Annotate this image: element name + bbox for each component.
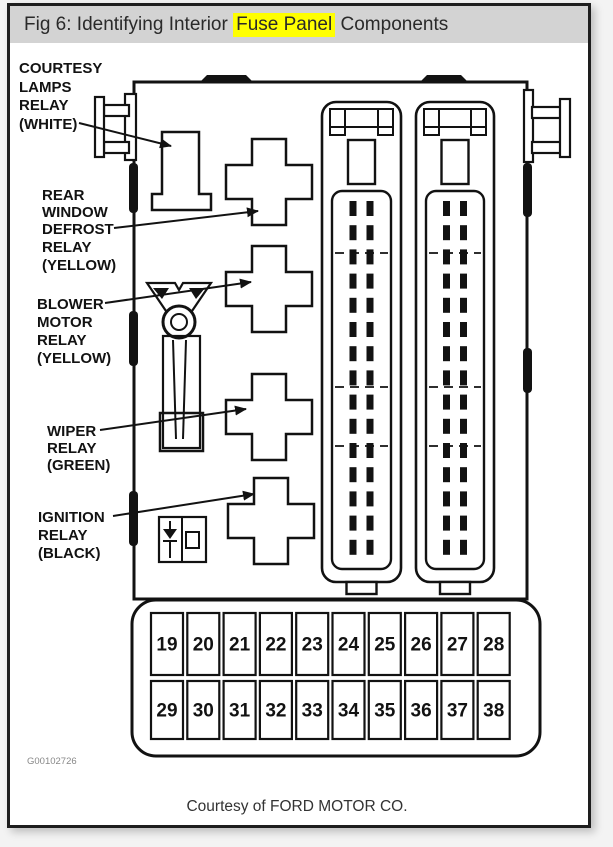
fuse-number: 23 <box>301 634 323 656</box>
connector-pin-slot <box>460 540 467 555</box>
panel-edge-bump <box>523 163 532 217</box>
connector-pin-slot <box>460 419 467 434</box>
fuse-number: 29 <box>156 700 178 722</box>
connector-pin-slot <box>443 225 450 240</box>
label-rear-window-defrost-relay <box>42 187 116 274</box>
connector-pin-slot <box>443 540 450 555</box>
connector-pin-slot <box>460 201 467 216</box>
fuse-number: 31 <box>229 700 251 722</box>
connector-pin-slot <box>367 419 374 434</box>
label-line: BLOWER <box>37 296 104 313</box>
connector-pin-slot <box>367 298 374 313</box>
connector-pin-slot <box>367 370 374 385</box>
connector-pin-slot <box>443 419 450 434</box>
label-line: MOTOR <box>37 314 93 331</box>
label-courtesy-lamps-relay <box>19 60 102 133</box>
fuse-number: 24 <box>337 634 360 656</box>
label-line: COURTESY <box>19 60 103 77</box>
credit-caption: Courtesy of FORD MOTOR CO. <box>186 798 408 815</box>
label-line: REAR <box>42 187 85 204</box>
label-line: (GREEN) <box>47 457 111 474</box>
connector-pin-slot <box>443 322 450 337</box>
panel-edge-bump <box>129 311 138 366</box>
panel-edge-bump <box>523 348 532 393</box>
label-ignition-relay <box>38 509 105 562</box>
connector-pin-slot <box>460 443 467 458</box>
connector-pin-slot <box>460 491 467 506</box>
fuse-number: 21 <box>229 634 251 656</box>
connector-pin-slot <box>443 201 450 216</box>
label-line: WIPER <box>47 423 97 440</box>
connector-pin-slot <box>350 201 357 216</box>
connector-pin-slot <box>350 274 357 289</box>
label-line: IGNITION <box>38 509 105 526</box>
fuse-number: 35 <box>374 700 396 722</box>
label-line: RELAY <box>37 332 87 349</box>
connector-pin-slot <box>443 298 450 313</box>
fuse-number: 34 <box>337 700 360 722</box>
connector-pin-slot <box>350 322 357 337</box>
connector-pin-slot <box>460 249 467 264</box>
figure-id: G00102726 <box>27 756 77 767</box>
label-line: DEFROST <box>42 221 114 238</box>
fuse-number: 37 <box>446 700 468 722</box>
connector-pin-slot <box>443 370 450 385</box>
label-line: RELAY <box>42 239 92 256</box>
panel-top-tab <box>199 75 254 83</box>
connector-pin-slot <box>460 322 467 337</box>
connector-strip <box>322 102 401 594</box>
label-line: WINDOW <box>42 204 108 221</box>
connector-pin-slot <box>350 467 357 482</box>
connector-pin-slot <box>443 491 450 506</box>
connector-pin-slot <box>367 249 374 264</box>
figure-title-highlight: Fuse Panel <box>233 13 335 37</box>
fuse-number: 22 <box>265 634 287 656</box>
fuse-number: 20 <box>192 634 214 656</box>
panel-edge-bump <box>129 491 138 546</box>
connector-pin-slot <box>443 467 450 482</box>
connector-pin-slot <box>350 370 357 385</box>
connector-pin-slot <box>460 225 467 240</box>
left-mounting-bracket <box>95 94 136 160</box>
connector-pin-slot <box>460 516 467 531</box>
connector-pin-slot <box>350 419 357 434</box>
connector-pin-slot <box>367 346 374 361</box>
connector-pin-slot <box>350 346 357 361</box>
label-blower-motor-relay <box>37 296 111 367</box>
label-line: RELAY <box>47 440 97 457</box>
fuse-number: 26 <box>410 634 432 656</box>
fuse-number: 19 <box>156 634 178 656</box>
connector-pin-slot <box>350 395 357 410</box>
connector-pin-slot <box>367 540 374 555</box>
connector-pin-slot <box>367 225 374 240</box>
fuse-number: 30 <box>192 700 214 722</box>
connector-pin-slot <box>443 443 450 458</box>
connector-pin-slot <box>367 467 374 482</box>
label-line: (YELLOW) <box>42 257 117 274</box>
connector-pin-slot <box>350 249 357 264</box>
fuse-number: 36 <box>410 700 432 722</box>
connector-pin-slot <box>350 540 357 555</box>
connector-pin-slot <box>367 201 374 216</box>
connector-pin-slot <box>367 395 374 410</box>
connector-pin-slot <box>443 274 450 289</box>
connector-pin-slot <box>350 225 357 240</box>
label-line: (YELLOW) <box>37 350 112 367</box>
connector-pin-slot <box>443 249 450 264</box>
fuse-number: 32 <box>265 700 287 722</box>
figure-title-bar <box>10 6 588 43</box>
connector-pin-slot <box>367 443 374 458</box>
connector-pin-slot <box>367 274 374 289</box>
connector-pin-slot <box>460 370 467 385</box>
panel-edge-bump <box>129 163 138 213</box>
figure-title-prefix: Fig 6: Identifying Interior <box>24 13 234 35</box>
connector-strip <box>416 102 494 594</box>
label-line: RELAY <box>38 527 88 544</box>
connector-pin-slot <box>367 322 374 337</box>
connector-pin-slot <box>367 516 374 531</box>
connector-pin-slot <box>460 395 467 410</box>
label-line: (WHITE) <box>19 116 78 133</box>
connector-pin-slot <box>443 516 450 531</box>
fuse-number: 28 <box>483 634 505 656</box>
figure-card <box>7 3 591 828</box>
label-line: LAMPS <box>19 79 72 96</box>
label-line: RELAY <box>19 97 69 114</box>
connector-pin-slot <box>350 516 357 531</box>
connector-pin-slot <box>350 491 357 506</box>
connector-pin-slot <box>350 443 357 458</box>
fuse-number: 25 <box>374 634 396 656</box>
connector-pin-slot <box>460 274 467 289</box>
fuse-number: 38 <box>483 700 505 722</box>
connector-pin-slot <box>460 467 467 482</box>
panel-top-tab <box>419 75 469 83</box>
connector-pin-slot <box>443 346 450 361</box>
connector-pin-slot <box>350 298 357 313</box>
connector-pin-slot <box>367 491 374 506</box>
label-line: (BLACK) <box>38 545 101 562</box>
figure-title-suffix: Components <box>335 13 449 35</box>
connector-pin-slot <box>460 298 467 313</box>
fuse-number: 33 <box>301 700 323 722</box>
connector-pin-slot <box>443 395 450 410</box>
connector-pin-slot <box>460 346 467 361</box>
fuse-number: 27 <box>446 634 468 656</box>
right-mounting-bracket <box>524 90 570 162</box>
fuse-panel-diagram <box>10 43 582 822</box>
